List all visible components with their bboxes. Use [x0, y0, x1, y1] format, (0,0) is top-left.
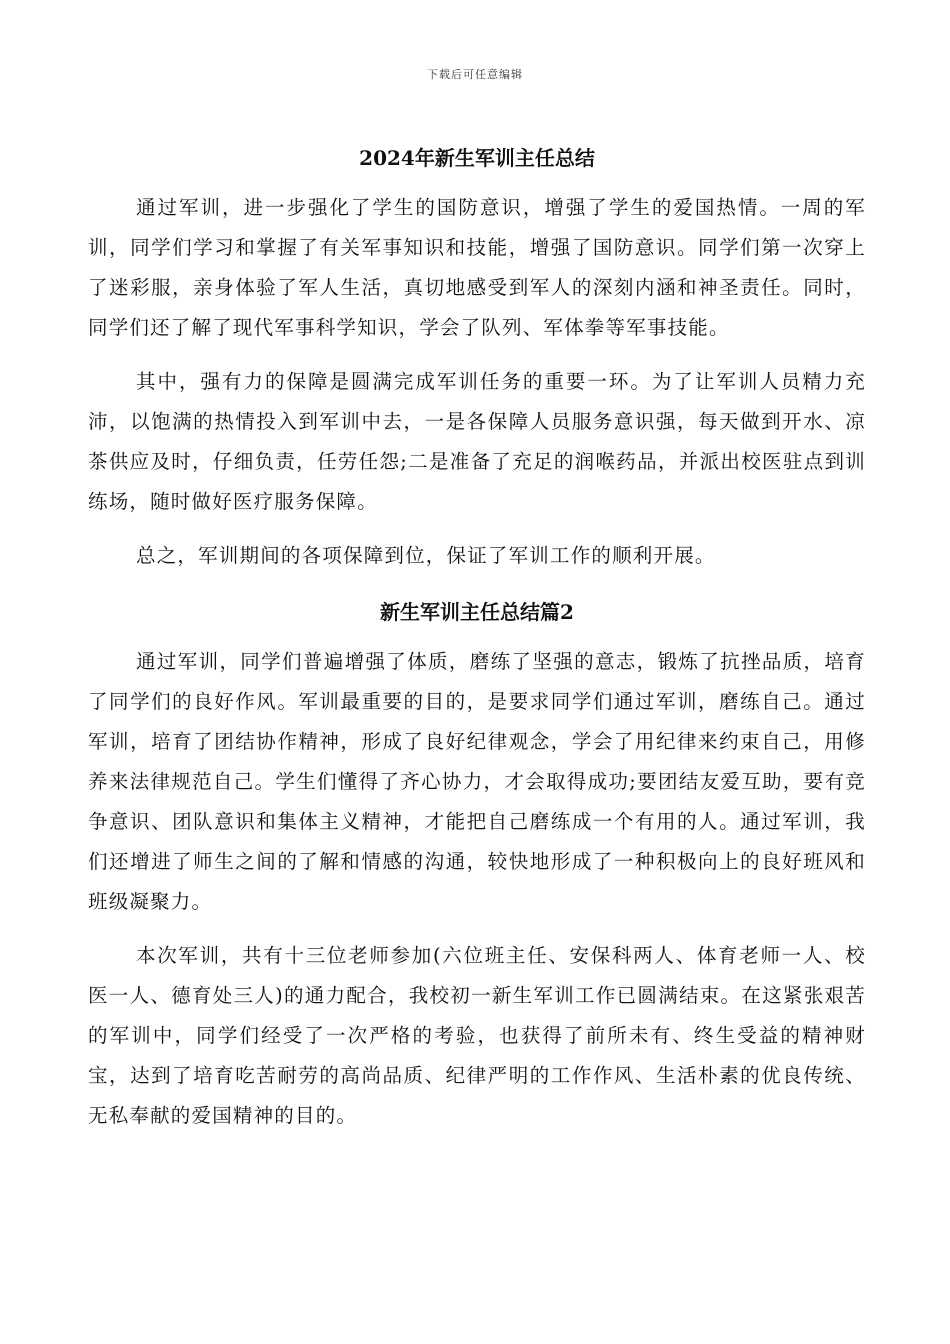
paragraph: 其中，强有力的保障是圆满完成军训任务的重要一环。为了让军训人员精力充沛，以饱满的热情投入到军训中去，一是各保障人员服务意识强，每天做到开水、凉茶供应及时，仔细负责，任劳任怨;二是准备了充足的润喉药品，并派出校医驻点到训练场，随时做好医疗服务保障。: [88, 370, 866, 513]
document-title: 2024年新生军训主任总结: [359, 146, 595, 170]
paragraph: 通过军训，同学们普遍增强了体质，磨练了坚强的意志，锻炼了抗挫品质，培育了同学们的良好作风。军训最重要的目的，是要求同学们通过军训，磨练自己。通过军训，培育了团结协作精神，形成了良好纪律观念，学会了用纪律来约束自己，用修养来法律规范自己。学生们懂得了齐心协力，才会取得成功;要团结友爱互助，要有竞争意识、团队意识和集体主义精神，才能把自己磨练成一个有用的人。通过军训，我们还增进了师生之间的了解和情感的沟通，较快地形成了一种积极向上的良好班风和班级凝聚力。: [88, 650, 866, 913]
section-title: 新生军训主任总结篇2: [380, 600, 574, 624]
document-body: [88, 140, 866, 1150]
page-header-note: 下载后可任意编辑: [427, 68, 523, 81]
paragraph: 本次军训，共有十三位老师参加(六位班主任、安保科两人、体育老师一人、校医一人、德育处三人)的通力配合，我校初一新生军训工作已圆满结束。在这紧张艰苦的军训中，同学们经受了一次严格的考验，也获得了前所未有、终生受益的精神财宝，达到了培育吃苦耐劳的高尚品质、纪律严明的工作作风、生活朴素的优良传统、无私奉献的爱国精神的目的。: [88, 944, 866, 1127]
paragraph: 通过军训，进一步强化了学生的国防意识，增强了学生的爱国热情。一周的军训，同学们学习和掌握了有关军事知识和技能，增强了国防意识。同学们第一次穿上了迷彩服，亲身体验了军人生活，真切地感受到军人的深刻内涵和神圣责任。同时，同学们还了解了现代军事科学知识，学会了队列、军体拳等军事技能。: [88, 196, 866, 339]
paragraph: 总之，军训期间的各项保障到位，保证了军训工作的顺利开展。: [136, 544, 716, 567]
